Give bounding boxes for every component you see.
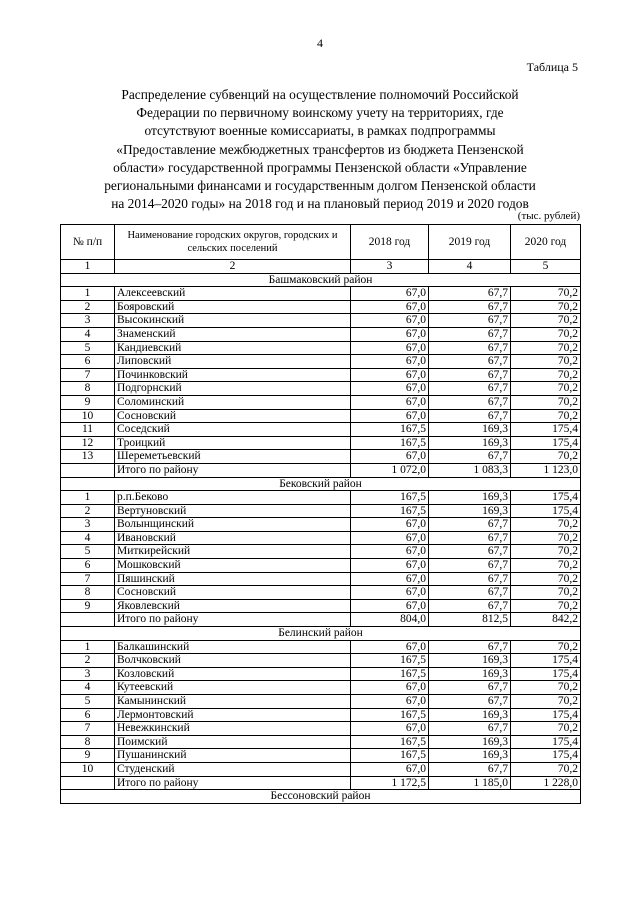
value-2020: 70,2 (511, 368, 581, 382)
value-2018: 67,0 (351, 572, 429, 586)
value-2020: 70,2 (511, 518, 581, 532)
value-2020: 70,2 (511, 382, 581, 396)
title-line: региональными финансами и государственным долгом Пензенской области (104, 178, 536, 194)
value-2020: 175,4 (511, 491, 581, 505)
total-label: Итого по району (115, 463, 351, 477)
table-row (61, 640, 581, 654)
value-2018: 67,0 (351, 518, 429, 532)
table-row (61, 586, 581, 600)
value-2020: 175,4 (511, 654, 581, 668)
value-2020: 70,2 (511, 341, 581, 355)
title-line: Федерации по первичному воинскому учету на территориях, где (136, 105, 504, 121)
page-number: 4 (317, 36, 323, 50)
value-2018: 67,0 (351, 409, 429, 423)
district-header-row (61, 627, 581, 641)
value-2018: 167,5 (351, 654, 429, 668)
title-line: на 2014–2020 годы» на 2018 год и на плановый период 2019 и 2020 годов (111, 196, 529, 212)
header-2019: 2019 год (429, 225, 511, 260)
table-row (61, 695, 581, 709)
value-2020: 70,2 (511, 355, 581, 369)
value-2018: 167,5 (351, 436, 429, 450)
value-2019: 67,7 (429, 559, 511, 573)
row-number: 3 (61, 667, 115, 681)
title-line: отсутствуют военные комиссариаты, в рамках подпрограммы (144, 123, 496, 139)
value-2019: 169,3 (429, 749, 511, 763)
row-number: 1 (61, 287, 115, 301)
value-2019: 67,7 (429, 327, 511, 341)
district-name: Бековский район (61, 477, 581, 491)
value-2018: 67,0 (351, 327, 429, 341)
value-2019: 169,3 (429, 491, 511, 505)
table-label: Таблица 5 (526, 60, 578, 74)
value-2019: 67,7 (429, 722, 511, 736)
district-header-row (61, 790, 581, 804)
value-2018: 67,0 (351, 586, 429, 600)
value-2018: 67,0 (351, 368, 429, 382)
table-row (61, 355, 581, 369)
value-2020: 175,4 (511, 708, 581, 722)
title-line: области» государственной программы Пензенской области «Управление (113, 159, 527, 175)
settlement-name: Миткирейский (115, 545, 351, 559)
value-2018: 67,0 (351, 640, 429, 654)
row-number: 2 (61, 300, 115, 314)
row-number: 1 (61, 491, 115, 505)
value-2020: 175,4 (511, 735, 581, 749)
header-num: № п/п (61, 225, 115, 260)
value-2020: 70,2 (511, 695, 581, 709)
value-2019: 67,7 (429, 382, 511, 396)
district-name: Белинский район (61, 627, 581, 641)
settlement-name: Липовский (115, 355, 351, 369)
settlement-name: Кутеевский (115, 681, 351, 695)
value-2019: 67,7 (429, 355, 511, 369)
table-row (61, 504, 581, 518)
settlement-name: Починковский (115, 368, 351, 382)
settlement-name: Поимский (115, 735, 351, 749)
value-2020: 70,2 (511, 599, 581, 613)
table-row (61, 545, 581, 559)
row-number: 8 (61, 735, 115, 749)
table-row (61, 762, 581, 776)
value-2019: 169,3 (429, 504, 511, 518)
value-2019: 67,7 (429, 586, 511, 600)
value-2019: 67,7 (429, 368, 511, 382)
value-2018: 67,0 (351, 545, 429, 559)
value-2019: 67,7 (429, 287, 511, 301)
title-line: Распределение субвенций на осуществление полномочий Российской (121, 87, 519, 102)
settlement-name: Пяшинский (115, 572, 351, 586)
total-2019: 812,5 (429, 613, 511, 627)
header-2020: 2020 год (511, 225, 581, 260)
table-row (61, 708, 581, 722)
value-2019: 67,7 (429, 762, 511, 776)
value-2020: 70,2 (511, 681, 581, 695)
table-row (61, 423, 581, 437)
value-2019: 67,7 (429, 572, 511, 586)
total-label: Итого по району (115, 776, 351, 790)
value-2019: 169,3 (429, 708, 511, 722)
row-number: 7 (61, 368, 115, 382)
row-number: 8 (61, 586, 115, 600)
value-2019: 67,7 (429, 545, 511, 559)
value-2018: 167,5 (351, 667, 429, 681)
table-row (61, 382, 581, 396)
value-2019: 67,7 (429, 599, 511, 613)
table-row (61, 654, 581, 668)
table-row (61, 667, 581, 681)
row-number: 5 (61, 545, 115, 559)
settlement-name: Подгорнский (115, 382, 351, 396)
settlement-name: Козловский (115, 667, 351, 681)
table-row (61, 409, 581, 423)
settlement-name: Студенский (115, 762, 351, 776)
value-2019: 169,3 (429, 423, 511, 437)
row-number: 5 (61, 695, 115, 709)
settlement-name: Лермонтовский (115, 708, 351, 722)
header-name: Наименование городских округов, городских и сельских поселений (115, 225, 351, 260)
district-header-row (61, 477, 581, 491)
value-2018: 167,5 (351, 735, 429, 749)
settlement-name: Вертуновский (115, 504, 351, 518)
district-name: Бессоновский район (61, 790, 581, 804)
settlement-name: Ивановский (115, 531, 351, 545)
value-2020: 70,2 (511, 531, 581, 545)
column-index: 5 (511, 260, 581, 274)
row-number: 4 (61, 327, 115, 341)
total-2019: 1 083,3 (429, 463, 511, 477)
settlement-name: Шереметьевский (115, 450, 351, 464)
row-number: 1 (61, 640, 115, 654)
row-number: 9 (61, 599, 115, 613)
value-2020: 70,2 (511, 395, 581, 409)
units-note: (тыс. рублей) (517, 210, 580, 222)
settlement-name: Камынинский (115, 695, 351, 709)
table-body (61, 260, 581, 804)
total-2020: 1 123,0 (511, 463, 581, 477)
row-number: 4 (61, 531, 115, 545)
value-2018: 67,0 (351, 531, 429, 545)
district-total-row (61, 613, 581, 627)
settlement-name: Сосновский (115, 586, 351, 600)
row-number: 12 (61, 436, 115, 450)
value-2018: 67,0 (351, 314, 429, 328)
value-2020: 70,2 (511, 450, 581, 464)
table-row (61, 491, 581, 505)
row-number: 9 (61, 749, 115, 763)
settlement-name: Балкашинский (115, 640, 351, 654)
settlement-name: Мошковский (115, 559, 351, 573)
table-row (61, 531, 581, 545)
header-2018: 2018 год (351, 225, 429, 260)
settlement-name: Соломинский (115, 395, 351, 409)
settlement-name: Пушанинский (115, 749, 351, 763)
value-2019: 169,3 (429, 735, 511, 749)
total-2020: 1 228,0 (511, 776, 581, 790)
settlement-name: Соседский (115, 423, 351, 437)
settlement-name: Алексеевский (115, 287, 351, 301)
row-number: 10 (61, 409, 115, 423)
row-number: 13 (61, 450, 115, 464)
settlement-name: Высокинский (115, 314, 351, 328)
table-row (61, 450, 581, 464)
total-2019: 1 185,0 (429, 776, 511, 790)
settlement-name: р.п.Беково (115, 491, 351, 505)
value-2018: 67,0 (351, 287, 429, 301)
value-2018: 67,0 (351, 695, 429, 709)
row-number: 6 (61, 708, 115, 722)
value-2018: 67,0 (351, 599, 429, 613)
column-index: 1 (61, 260, 115, 274)
value-2020: 70,2 (511, 640, 581, 654)
value-2018: 167,5 (351, 491, 429, 505)
value-2020: 175,4 (511, 749, 581, 763)
value-2019: 67,7 (429, 341, 511, 355)
table-row (61, 722, 581, 736)
row-number: 7 (61, 722, 115, 736)
value-2019: 169,3 (429, 667, 511, 681)
table-row (61, 572, 581, 586)
value-2018: 67,0 (351, 762, 429, 776)
row-number: 5 (61, 341, 115, 355)
table-row (61, 368, 581, 382)
value-2018: 167,5 (351, 504, 429, 518)
value-2020: 175,4 (511, 504, 581, 518)
total-2018: 804,0 (351, 613, 429, 627)
table-row (61, 395, 581, 409)
document-title (86, 86, 554, 213)
value-2018: 67,0 (351, 559, 429, 573)
value-2018: 167,5 (351, 708, 429, 722)
value-2020: 70,2 (511, 762, 581, 776)
table-row (61, 559, 581, 573)
district-name: Башмаковский район (61, 273, 581, 287)
value-2019: 67,7 (429, 395, 511, 409)
column-index-row (61, 260, 581, 274)
row-number: 7 (61, 572, 115, 586)
value-2019: 67,7 (429, 518, 511, 532)
row-number: 6 (61, 559, 115, 573)
value-2020: 70,2 (511, 572, 581, 586)
row-number: 4 (61, 681, 115, 695)
table-row (61, 518, 581, 532)
settlement-name: Яковлевский (115, 599, 351, 613)
settlement-name: Волчковский (115, 654, 351, 668)
settlement-name: Троицкий (115, 436, 351, 450)
settlement-name: Знаменский (115, 327, 351, 341)
total-2018: 1 072,0 (351, 463, 429, 477)
empty-cell (61, 776, 115, 790)
row-number: 3 (61, 314, 115, 328)
column-index: 2 (115, 260, 351, 274)
value-2018: 67,0 (351, 395, 429, 409)
value-2018: 167,5 (351, 749, 429, 763)
value-2020: 70,2 (511, 545, 581, 559)
row-number: 2 (61, 654, 115, 668)
value-2020: 70,2 (511, 722, 581, 736)
table-row (61, 327, 581, 341)
column-index: 3 (351, 260, 429, 274)
row-number: 6 (61, 355, 115, 369)
row-number: 11 (61, 423, 115, 437)
table-row (61, 436, 581, 450)
subvention-table (60, 224, 581, 804)
value-2019: 67,7 (429, 695, 511, 709)
total-2020: 842,2 (511, 613, 581, 627)
row-number: 8 (61, 382, 115, 396)
value-2020: 70,2 (511, 287, 581, 301)
row-number: 3 (61, 518, 115, 532)
value-2019: 67,7 (429, 450, 511, 464)
value-2018: 67,0 (351, 722, 429, 736)
value-2019: 169,3 (429, 654, 511, 668)
value-2019: 67,7 (429, 300, 511, 314)
value-2020: 70,2 (511, 409, 581, 423)
total-label: Итого по району (115, 613, 351, 627)
table-row (61, 287, 581, 301)
value-2020: 70,2 (511, 559, 581, 573)
district-total-row (61, 463, 581, 477)
value-2020: 175,4 (511, 436, 581, 450)
settlement-name: Волынщинский (115, 518, 351, 532)
column-index: 4 (429, 260, 511, 274)
district-total-row (61, 776, 581, 790)
value-2018: 167,5 (351, 423, 429, 437)
value-2018: 67,0 (351, 355, 429, 369)
row-number: 10 (61, 762, 115, 776)
table-row (61, 314, 581, 328)
value-2018: 67,0 (351, 681, 429, 695)
value-2019: 67,7 (429, 640, 511, 654)
value-2018: 67,0 (351, 300, 429, 314)
header-row (61, 225, 581, 260)
row-number: 2 (61, 504, 115, 518)
empty-cell (61, 613, 115, 627)
value-2020: 70,2 (511, 300, 581, 314)
row-number: 9 (61, 395, 115, 409)
value-2020: 175,4 (511, 667, 581, 681)
table-row (61, 681, 581, 695)
value-2018: 67,0 (351, 450, 429, 464)
district-header-row (61, 273, 581, 287)
settlement-name: Невежкинский (115, 722, 351, 736)
value-2018: 67,0 (351, 341, 429, 355)
value-2020: 70,2 (511, 314, 581, 328)
value-2019: 67,7 (429, 531, 511, 545)
value-2020: 70,2 (511, 327, 581, 341)
value-2019: 67,7 (429, 681, 511, 695)
value-2019: 169,3 (429, 436, 511, 450)
settlement-name: Кандиевский (115, 341, 351, 355)
table-row (61, 341, 581, 355)
value-2019: 67,7 (429, 409, 511, 423)
value-2019: 67,7 (429, 314, 511, 328)
table-row (61, 735, 581, 749)
table-row (61, 749, 581, 763)
settlement-name: Бояровский (115, 300, 351, 314)
settlement-name: Сосновский (115, 409, 351, 423)
table-row (61, 599, 581, 613)
value-2020: 70,2 (511, 586, 581, 600)
value-2018: 67,0 (351, 382, 429, 396)
empty-cell (61, 463, 115, 477)
value-2020: 175,4 (511, 423, 581, 437)
total-2018: 1 172,5 (351, 776, 429, 790)
title-line: «Предоставление межбюджетных трансфертов из бюджета Пензенской (116, 141, 524, 157)
table-row (61, 300, 581, 314)
